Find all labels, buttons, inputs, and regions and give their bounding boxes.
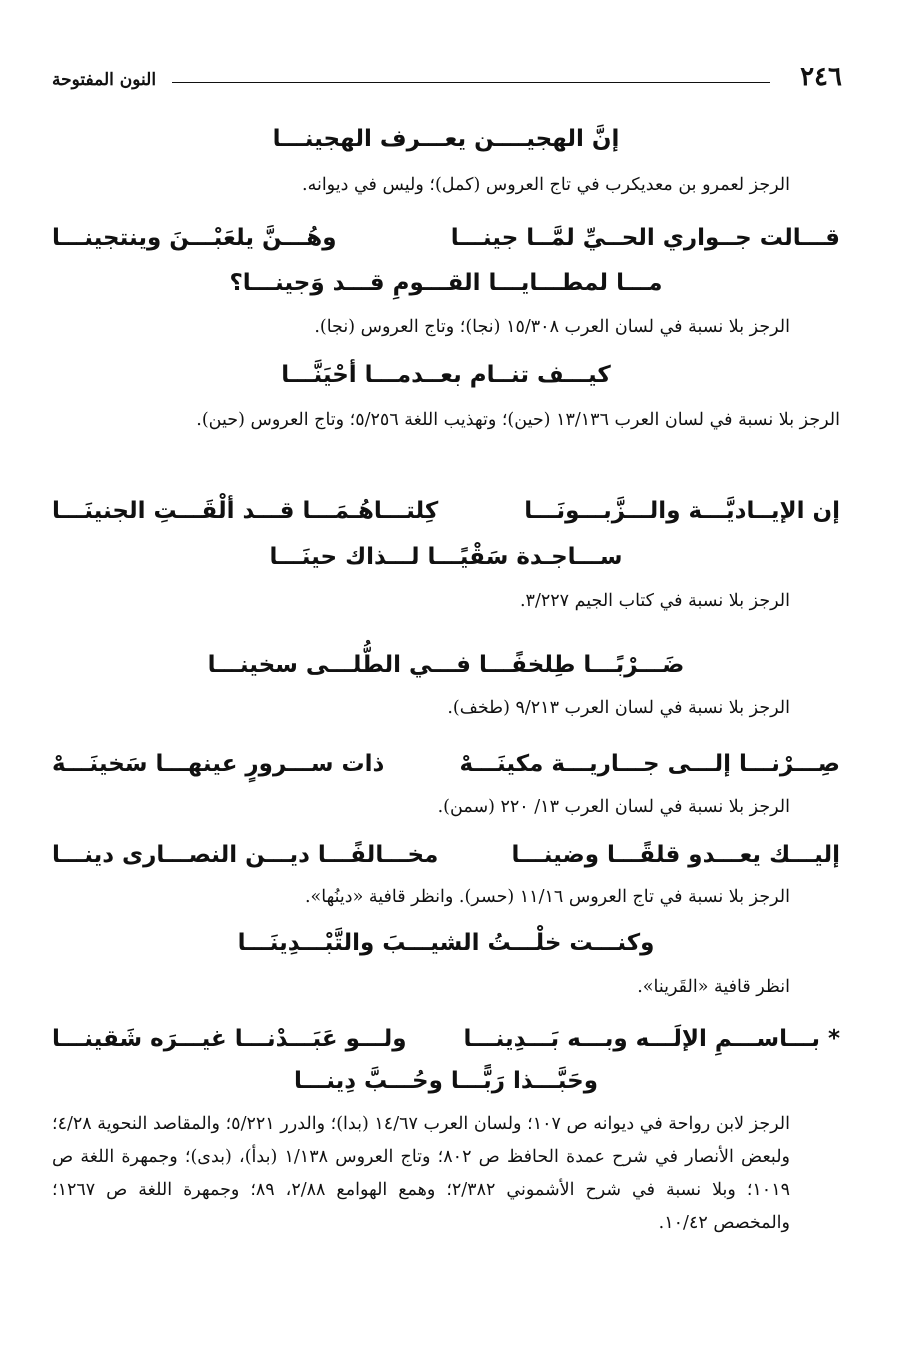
source-note: الرجز بلا نسبة في لسان العرب ١٣/١٣٦ (حين)؛ وتهذيب اللغة ٥/٢٥٦؛ وتاج العروس (حين). <box>196 410 840 430</box>
running-title: النون المفتوحة <box>52 70 157 90</box>
verse <box>52 1064 840 1098</box>
verse-hemistich-first: إليـــك يعـــدو قلقًـــا وضينـــا <box>511 842 840 868</box>
verse-line: وكنـــت خلْـــتُ الشيـــبَ والتَّبْـــدِينَـــا <box>237 930 655 956</box>
verse <box>52 122 840 156</box>
verse-hemistich-first: صِـــرْنـــا إلـــى جـــاريـــة مكينَـــهْ <box>459 751 840 777</box>
verse <box>52 838 840 872</box>
source-note: الرجز بلا نسبة في لسان العرب ٩/٢١٣ (طخف). <box>447 698 790 718</box>
verse-line: إنَّ الهجيــــن يعـــرف الهجينـــا <box>272 126 620 152</box>
verse <box>52 648 840 682</box>
verse-hemistich-second: وهُـــنَّ يلعَبْـــنَ وينتجينـــا <box>52 225 337 251</box>
verse <box>52 358 840 392</box>
verse <box>52 494 840 528</box>
verse-line: ضَـــرْبًـــا طِلخفًـــا فـــي الطُّلـــى سخينـــا <box>207 652 685 678</box>
verse-line: وحَبَّـــذا رَبًّـــا وحُـــبَّ دِينـــا <box>294 1068 598 1094</box>
verse-hemistich-second: كِلتـــاهُـمَـــا قـــد ألْقَـــتِ الجنينَـــا <box>52 498 439 524</box>
source-note: الرجز لابن رواحة في ديوانه ص ١٠٧؛ ولسان العرب ١٤/٦٧ (بدا)؛ والدرر ٥/٢٢١؛ والمقاصد النحوية ٤/٢٨؛ ولبعض الأنصار في شرح عمدة الحافظ ص ٨٠٢؛ وتاج العروس ١/١٣٨ (بدأ)، (بدى)؛ وجمهرة اللغة ص ١٠١٩؛ وبلا نسبة في شرح الأشموني ٢/٣٨٢؛ وهمع الهوامع ٢/٨٨، ٨٩؛ وجمهرة اللغة ص ١٢٦٧؛ والمخصص ١٠/٤٢. <box>52 1114 790 1233</box>
verse-hemistich-text: بـــاســـمِ الإلَـــه وبـــه بَـــدِينـــا <box>463 1026 820 1052</box>
verse <box>52 540 840 574</box>
verse <box>52 747 840 781</box>
verse-hemistich-first <box>463 1022 840 1056</box>
source-note: الرجز بلا نسبة في لسان العرب ١٣/ ٢٢٠ (سمن). <box>437 797 790 817</box>
verse-hemistich-first: قـــالت جــواري الحــيِّ لمَّــا جينـــا <box>450 225 840 251</box>
source-note: الرجز بلا نسبة في تاج العروس ١١/١٦ (حسر). وانظر قافية «دينُها». <box>304 887 790 907</box>
verse-line: كيـــف تنــام بعــدمـــا أحْيَنَّـــا <box>281 362 611 388</box>
verse <box>52 266 840 300</box>
verse-line: ســـاجـدة سَقْيًـــا لـــذاك حينَـــا <box>269 544 623 570</box>
verse <box>52 926 840 960</box>
verse <box>52 1022 840 1056</box>
verse-hemistich-second: مخـــالفًـــا ديـــن النصـــارى دينـــا <box>52 842 439 868</box>
verse-hemistich-second: ذات ســـرورٍ عينهـــا سَخينَـــهْ <box>52 751 385 777</box>
verse-line: مـــا لمطـــايـــا القـــومِ قـــد وَجينـــا؟ <box>229 270 663 296</box>
source-note: الرجز بلا نسبة في كتاب الجيم ٣/٢٢٧. <box>519 591 790 611</box>
page-number: ٢٤٦ <box>800 62 842 92</box>
header-rule <box>172 82 770 83</box>
source-note: الرجز بلا نسبة في لسان العرب ١٥/٣٠٨ (نجا)؛ وتاج العروس (نجا). <box>314 317 790 337</box>
star-marker: * <box>827 1026 840 1052</box>
verse-hemistich-first: إن الإيــاديَّـــة والـــزَّبـــونَـــا <box>524 498 840 524</box>
source-note: الرجز لعمرو بن معديكرب في تاج العروس (كمل)؛ وليس في ديوانه. <box>302 175 790 195</box>
running-header <box>52 62 842 94</box>
verse <box>52 221 840 255</box>
source-note: انظر قافية «القَرينا». <box>637 977 790 997</box>
verse-hemistich-second: ولـــو عَبَـــدْنـــا غيـــرَه شَقينـــا <box>52 1026 407 1052</box>
